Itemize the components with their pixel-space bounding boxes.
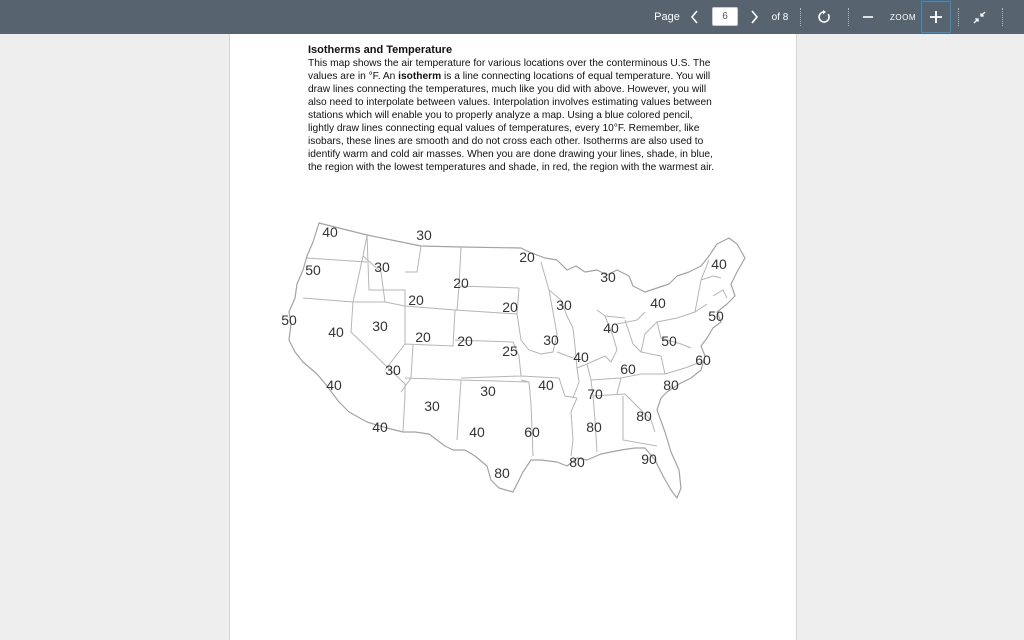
toolbar-divider (958, 8, 959, 26)
temperature-label: 50 (708, 308, 724, 324)
temperature-label: 30 (372, 318, 388, 334)
temperature-label: 40 (322, 224, 338, 240)
page-count-label: of 8 (771, 11, 789, 23)
temperature-label: 40 (650, 295, 666, 311)
page-number-input[interactable]: 6 (712, 7, 738, 26)
temperature-label: 30 (424, 398, 440, 414)
temperature-label: 50 (281, 312, 297, 328)
rotate-icon (817, 10, 831, 24)
temperature-label: 25 (502, 343, 518, 359)
exit-fullscreen-button[interactable] (968, 0, 990, 34)
temperature-label: 50 (305, 262, 321, 278)
temperature-label: 80 (494, 465, 510, 481)
temperature-label: 30 (600, 269, 616, 285)
temperature-label: 20 (519, 249, 535, 265)
temperature-label: 40 (538, 377, 554, 393)
temperature-label: 80 (569, 454, 585, 470)
zoom-label: ZOOM (890, 12, 916, 22)
temperature-label: 70 (587, 386, 603, 402)
toolbar-divider (1002, 8, 1003, 26)
document-viewer-toolbar (0, 0, 1024, 34)
temperature-label: 40 (372, 419, 388, 435)
zoom-out-button[interactable] (858, 0, 878, 34)
toolbar-divider (848, 8, 849, 26)
temperature-label: 40 (469, 424, 485, 440)
temperature-label: 30 (416, 227, 432, 243)
us-temperature-map (230, 34, 798, 640)
minus-icon (863, 12, 873, 22)
temperature-label: 90 (641, 451, 657, 467)
toolbar-divider (800, 8, 801, 26)
collapse-arrows-icon (973, 11, 986, 24)
isotherm-term: isotherm (398, 71, 442, 82)
previous-page-button[interactable] (686, 0, 704, 34)
temperature-label: 20 (415, 329, 431, 345)
temperature-label: 20 (502, 299, 518, 315)
temperature-label: 80 (663, 377, 679, 393)
temperature-label: 40 (326, 377, 342, 393)
temperature-label: 30 (556, 297, 572, 313)
page-label: Page (654, 11, 680, 23)
temperature-label: 40 (573, 349, 589, 365)
temperature-label: 30 (543, 332, 559, 348)
temperature-label: 40 (603, 320, 619, 336)
temperature-label: 80 (636, 408, 652, 424)
page-title: Isotherms and Temperature (308, 44, 453, 56)
temperature-label: 60 (620, 361, 636, 377)
temperature-label: 80 (586, 419, 602, 435)
zoom-in-button[interactable] (921, 1, 951, 33)
paragraph-text-1: This map shows the air temperature for various locations over the conterminous U.S. The values are in °F. An (308, 58, 711, 82)
temperature-label: 30 (374, 259, 390, 275)
rotate-button[interactable] (813, 0, 835, 34)
chevron-right-icon (749, 10, 759, 24)
conterminous-us-outline (289, 223, 745, 498)
temperature-label: 40 (711, 256, 727, 272)
temperature-label: 20 (408, 292, 424, 308)
temperature-label: 30 (480, 383, 496, 399)
temperature-label: 30 (385, 362, 401, 378)
temperature-label: 60 (524, 424, 540, 440)
temperature-label: 20 (453, 275, 469, 291)
next-page-button[interactable] (745, 0, 763, 34)
plus-icon (930, 11, 942, 23)
temperature-label: 60 (695, 352, 711, 368)
paragraph-text-2: is a line connecting locations of equal temperature. You will draw lines connecting the temperatures, much like you did with above. However, you will also need to interpolate between values. Interpolation involves estimating values between stations which will enable you to properly analyze a map. Using a blue colored pencil, lightly draw lines connecting equal values of temperatures, every 10°F. Remember, like isobars, these lines are smooth and do not cross each other. Isotherms are also used to identify warm and cold air masses. When you are done drawing your lines, shade, in blue, the region with the lowest temperatures and shade, in red, the region with the warmest air. (308, 71, 715, 173)
temperature-label: 40 (328, 324, 344, 340)
temperature-label: 50 (661, 333, 677, 349)
temperature-label: 20 (457, 333, 473, 349)
chevron-left-icon (690, 10, 700, 24)
document-page (229, 34, 797, 640)
